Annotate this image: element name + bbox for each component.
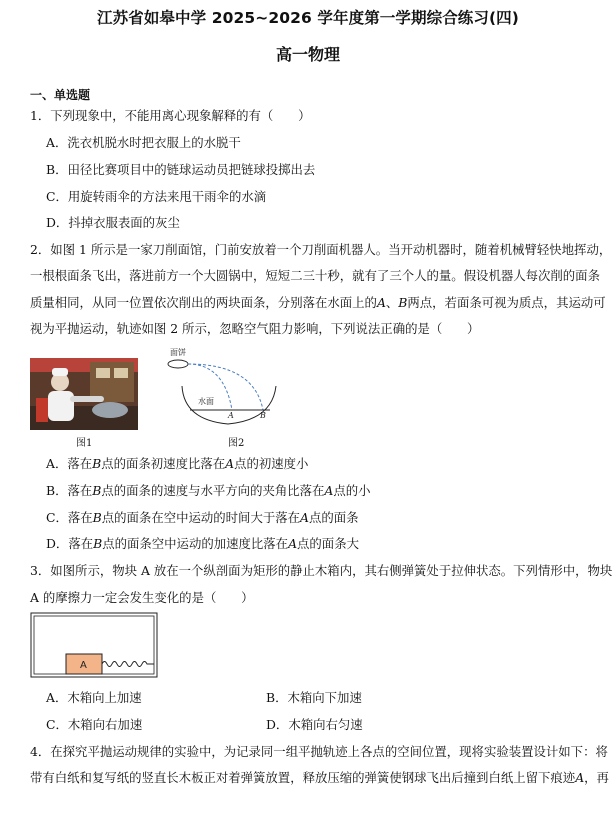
q4-stem-line-2: 带有白纸和复写纸的竖直长木板正对着弹簧放置，释放压缩的弹簧使钢球飞出后撞到白纸上留下痕迹A，再 — [30, 770, 609, 785]
noodle-disk-shape — [168, 360, 188, 368]
q1-option-a: A．洗衣机脱水时把衣服上的水脱干 — [46, 135, 241, 150]
q2-option-c: C．落在B点的面条在空中运动的时间大于落在A点的面条 — [46, 510, 359, 525]
q2-option-b: B．落在B点的面条的速度与水平方向的夹角比落在A点的小 — [46, 483, 371, 498]
q3-option-c: C．木箱向右加速 — [46, 717, 143, 732]
q4-stem-line-1: 4．在探究平抛运动规律的实验中，为记录同一组平抛轨迹上各点的空间位置，现将实验装置设计如下：将 — [30, 744, 608, 759]
q3-option-d: D．木箱向右匀速 — [266, 717, 363, 732]
figure-2-caption: 图2 — [228, 438, 245, 449]
q3-option-a: A．木箱向上加速 — [46, 690, 142, 705]
school-title: 江苏省如皋中学 2025~2026 学年度第一学期综合练习(四) — [97, 9, 519, 27]
noodle-robot-photo — [30, 358, 138, 430]
figure-1-photo — [30, 358, 138, 430]
q3-stem-line-2: A 的摩擦力一定会发生变化的是（ ） — [30, 590, 254, 605]
q2-option-a: A．落在B点的面条初速度比落在A点的初速度小 — [46, 456, 309, 471]
figure-2-diagram — [164, 344, 294, 434]
label-point-b: B — [260, 411, 266, 420]
q1-option-b: B．田径比赛项目中的链球运动员把链球投掷出去 — [46, 162, 316, 177]
q3-option-b: B．木箱向下加速 — [266, 690, 362, 705]
q2-stem-line-3: 质量相同，从同一位置依次削出的两块面条，分别落在水面上的A、B两点，若面条可视为质点，其运动可 — [30, 295, 606, 310]
q2-stem-line-2: 一根根面条飞出，落进前方一个大圆锅中，短短二三十秒，就有了三个人的量。假设机器人每次削的面条 — [30, 268, 600, 283]
q1-option-d: D．抖掉衣服表面的灰尘 — [46, 215, 180, 230]
label-point-a: A — [228, 411, 234, 420]
figure-1-caption: 图1 — [76, 438, 93, 449]
q3-stem-line-1: 3．如图所示，物块 A 放在一个纵剖面为矩形的静止木箱内，其右侧弹簧处于拉伸状态。下列情形中，物块 — [30, 563, 613, 578]
subject-title: 高一物理 — [275, 45, 340, 64]
q2-stem-line-1: 2．如图 1 所示是一家刀削面馆，门前安放着一个刀削面机器人。当开动机器时，随着机械臂轻快地挥动， — [30, 242, 612, 257]
figure-3-box — [30, 612, 160, 680]
label-noodle: 面饼 — [170, 348, 186, 357]
q1-option-c: C．用旋转雨伞的方法来甩干雨伞的水滴 — [46, 189, 267, 204]
q1-stem: 1．下列现象中，不能用离心现象解释的有（ ） — [30, 108, 311, 123]
q2-option-d: D．落在B点的面条空中运动的加速度比落在A点的面条大 — [46, 536, 359, 551]
section-heading: 一、单选题 — [30, 88, 91, 102]
block-a-label: A — [80, 660, 87, 671]
q2-stem-line-4: 视为平抛运动，轨迹如图 2 所示，忽略空气阻力影响，下列说法正确的是（ ） — [30, 321, 480, 336]
label-water: 水面 — [198, 397, 214, 406]
